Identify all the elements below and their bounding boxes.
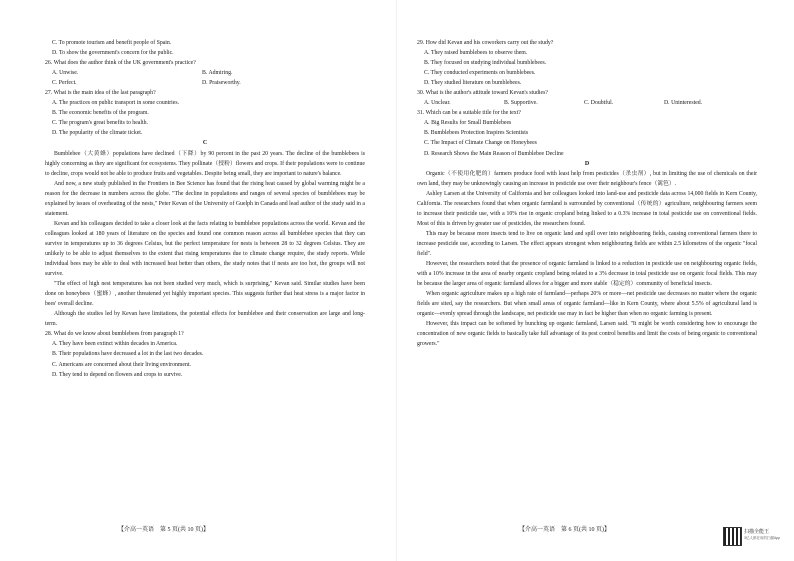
section-d-paragraph-4: However, the researchers noted that the presence of organic farmland is linked to a reduction in pesticide use on neighbouring organic fields, with a 10% increase in the area of nearby organic cropland being related to a 3% decrease in total pesticide use on organic focal fields. This may be because the larger area of organic farmland allows for a bigger and more stable（稳定的）community of beneficial insects. xyxy=(417,261,757,288)
right-page-footer: 【介高一英语 第 6 页(共 10 页)】 xyxy=(519,527,610,533)
q31-option-d: D. Research Shows the Main Reason of Bumblebee Decline xyxy=(424,150,564,157)
q26-option-a: A. Unwise. xyxy=(52,70,79,77)
section-c-paragraph-5: Although the studies led by Kevan have limitations, the potential effects for bumblebee and their conservation are large and long-term. xyxy=(45,311,365,328)
q26-option-b: B. Admiring. xyxy=(202,70,233,77)
scanner-watermark xyxy=(744,529,780,541)
section-d-paragraph-1: Organic（不使用化肥的）farmers produce food with least help from pesticides（杀虫剂）, but in limiting the use of chemicals on their own land, they may be unknowingly causing an increase in pesticide use over their neighbour's fence（篱笆）. xyxy=(417,170,757,187)
q30-stem: 30. What is the author's attitude toward Kevan's studies? xyxy=(417,90,548,97)
q30-option-d: D. Uninterested. xyxy=(664,100,703,107)
q29-option-c: C. They conducted experiments on bumblebees. xyxy=(424,70,536,77)
section-c-paragraph-4: "The effect of high nest temperatures has not been studied very much, which is surprising," Kevan said. Similar studies have been done on honeybees（蜜蜂）, another threatened yet highly important species. This suggests further that heat stress is a major factor in bees' overall decline. xyxy=(45,281,365,308)
q27-stem: 27. What is the main idea of the last paragraph? xyxy=(45,90,156,97)
section-d-paragraph-2: Ashley Larsen at the University of California and her colleagues looked into land-use and pesticide data across 14,000 fields in Kern County, California. The researchers found that when organic farmland is surrounded by conventional（传统的）agriculture, neighbouring farmers seem to increase their pesticide use, with a 10% rise in organic cropland being linked to a 0.3% increase in total pesticide use on conventional fields. Most of this is driven by greater use of pesticides, the researchers found. xyxy=(417,190,757,227)
right-column xyxy=(417,38,757,349)
section-d-paragraph-5: When organic agriculture makes up a high rate of farmland—perhaps 20% or more—net pesticide use decreases no matter where the organic fields are sited, say the researchers. But when small areas of organic farmland—like in Kern County, where about 5.5% of agricultural land is organic—evenly spread through the landscape, net pesticide use may in fact be higher than when no organic farming is present. xyxy=(417,291,757,318)
q27-option-d: D. The popularity of the climate ticket. xyxy=(52,130,143,137)
q30-option-b: B. Supportive. xyxy=(504,100,538,107)
q30-option-a: A. Unclear. xyxy=(424,100,451,107)
q26-option-d: D. Praiseworthy. xyxy=(202,80,241,87)
section-c-heading: C xyxy=(202,140,208,147)
section-d-paragraph-3: This may be because more insects tend to live on organic land and spill over into neighbouring fields, causing conventional farmers there to increase pesticide use, according to Larsen. The effect appears strongest when neighbouring fields are within 2.5 kilometres of the organic "focal field". xyxy=(417,230,757,257)
section-c-paragraph-1: Bumblebee（大黄蜂）populations have declined（下降）by 90 percent in the past 20 years. The decline of the bumblebees is highly concerning as they are significant for ecosystems. They pollinate（授粉）flowers and crops. If their populations were to continue to decline, crops would not be able to produce fruits and vegetables. Despite being small, they are important to nature's balance. xyxy=(45,150,365,177)
section-d-paragraph-6: However, this impact can be softened by bunching up organic farmland, Larsen said. "It might be worth considering how to encourage the concentration of new organic fields to basically take full advantage of its pest control benefits and limit the costs of being organic to conventional growers." xyxy=(417,321,757,348)
left-page-footer: 【介高一英语 第 5 页(共 10 页)】 xyxy=(118,527,209,533)
section-c-paragraph-3: Kevan and his colleagues decided to take a closer look at the facts relating to bumblebee populations across the world. Kevan and the colleagues looked at 180 years of literature on the species and found one common reason across all bumblebee species that they can survive in temperatures up to 36 degrees Celsius, but the perfect temperature for nests is between 28 to 32 degrees Celsius. They are unlikely to be able to adjust themselves to the extent that rising temperatures due to climate change require, the study reports. While individual bees may be able to deal with increased heat better than others, the study notes that if nests are too hot, the groups will not survive. xyxy=(45,220,365,278)
q29-option-d: D. They studied literature on bumblebees. xyxy=(424,80,522,87)
scanner-brand-tagline: 3亿人都在用的扫描App xyxy=(744,536,781,540)
q28-option-b: B. Their populations have decreased a lot in the last two decades. xyxy=(52,351,204,358)
q28-stem: 28. What do we know about bumblebees from paragraph 1? xyxy=(45,331,184,338)
q29-option-b: B. They focused on studying individual bumblebees. xyxy=(424,60,547,67)
qr-code-icon xyxy=(723,527,742,546)
q27-option-a: A. The practices on public transport in some countries. xyxy=(52,100,180,107)
scanner-brand-name: 扫描全能王 xyxy=(744,529,770,535)
q25-option-d: D. To show the government's concern for the public. xyxy=(52,50,174,57)
q26-options-ab xyxy=(45,68,365,78)
q31-option-b: B. Bumblebees Protection Inspires Scientists xyxy=(424,130,529,137)
section-d-heading: D xyxy=(584,160,590,167)
q31-option-c: C. The Impact of Climate Change on Honeybees xyxy=(424,140,537,147)
q30-options xyxy=(417,98,757,108)
q25-option-c: C. To promote tourism and benefit people of Spain. xyxy=(52,40,172,46)
q29-stem: 29. How did Kevan and his coworkers carry out the study? xyxy=(417,40,554,46)
q27-option-c: C. The program's great benefits to health. xyxy=(52,120,148,127)
q28-option-a: A. They have been extinct within decades in America. xyxy=(52,341,178,348)
section-c-paragraph-2: And now, a new study published in the Frontiers in Bee Science has found that the rising heat caused by global warming might be a reason for the decrease in numbers across the globe. "The decline in populations and ranges of several species of bumblebees may be explained by issues of overheating of the nests," Peter Kevan of the University of Guelph in Canada and lead author of the study said in a statement. xyxy=(45,180,365,217)
q26-options-cd xyxy=(45,78,365,88)
q26-option-c: C. Perfect. xyxy=(52,80,77,87)
q27-option-b: B. The economic benefits of the program. xyxy=(52,110,149,117)
q30-option-c: C. Doubtful. xyxy=(584,100,614,107)
q31-stem: 31. Which can be a suitable title for the text? xyxy=(417,110,521,117)
q26-stem: 26. What does the author think of the UK government's practice? xyxy=(45,60,196,67)
right-page xyxy=(397,0,794,561)
left-column xyxy=(45,38,365,380)
q29-option-a: A. They raised bumblebees to observe them. xyxy=(424,50,528,57)
q28-option-d: D. They tend to depend on flowers and crops to survive. xyxy=(52,371,183,378)
q28-option-c: C. Americans are concerned about their living environment. xyxy=(52,361,191,368)
q31-option-a: A. Big Results for Small Bumblebees xyxy=(424,120,512,127)
